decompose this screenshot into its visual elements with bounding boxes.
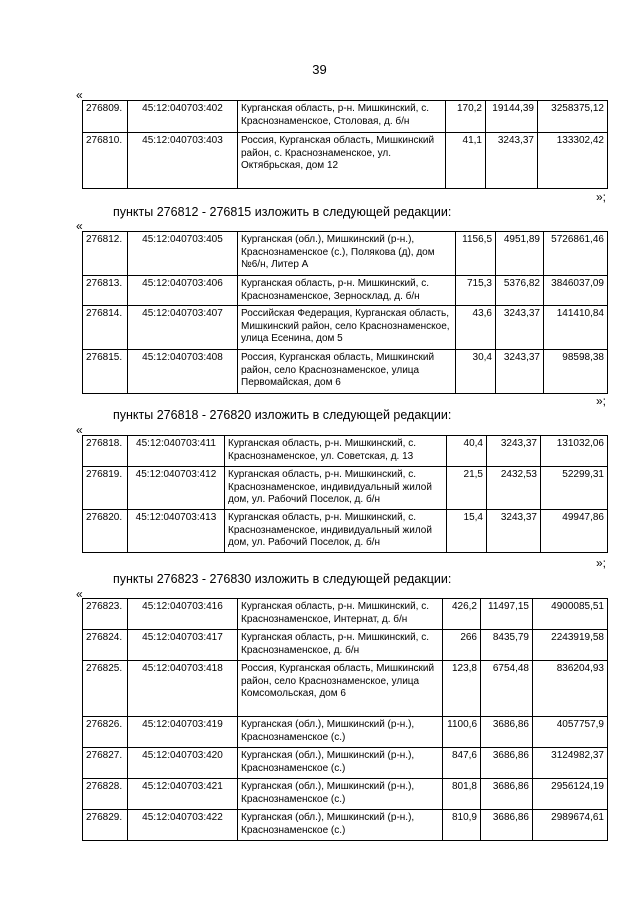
table-row xyxy=(83,661,608,717)
address: Курганская область, р-н. Мишкинский, с. Краснознаменское, индивидуальный жилой дом, ул. Рабочий Поселок, д. б/н xyxy=(225,467,447,510)
property-table-2 xyxy=(82,231,608,394)
cadastral-number: 45:12:040703:412 xyxy=(128,467,225,510)
cadastral-value: 3846037,09 xyxy=(544,276,608,306)
area: 41,1 xyxy=(446,133,486,189)
quote-close: »; xyxy=(596,190,607,204)
unit-price: 4951,89 xyxy=(496,232,544,276)
cadastral-value: 131032,06 xyxy=(541,436,608,467)
address: Российская Федерация, Курганская область, Мишкинский район, село Краснознаменское, улица Есенина, дом 5 xyxy=(238,306,456,350)
unit-price: 3686,86 xyxy=(481,748,533,779)
unit-price: 3686,86 xyxy=(481,810,533,841)
cadastral-value: 49947,86 xyxy=(541,510,608,553)
unit-price: 3686,86 xyxy=(481,779,533,810)
cadastral-value: 98598,38 xyxy=(544,350,608,394)
unit-price: 3243,37 xyxy=(496,350,544,394)
section-heading: пункты 276823 - 276830 изложить в следующей редакции: xyxy=(113,572,452,586)
address: Курганская область, р-н. Мишкинский, с. Краснознаменское, Столовая, д. б/н xyxy=(238,101,446,133)
row-id: 276829. xyxy=(83,810,128,841)
quote-open: « xyxy=(76,587,83,601)
row-id: 276818. xyxy=(83,436,128,467)
row-id: 276823. xyxy=(83,599,128,630)
cadastral-number: 45:12:040703:407 xyxy=(128,306,238,350)
cadastral-number: 45:12:040703:403 xyxy=(128,133,238,189)
address: Курганская (обл.), Мишкинский (р-н.), Краснознаменское (с.) xyxy=(238,748,443,779)
table-row xyxy=(83,717,608,748)
address: Курганская область, р-н. Мишкинский, с. Краснознаменское, ул. Советская, д. 13 xyxy=(225,436,447,467)
cadastral-number: 45:12:040703:402 xyxy=(128,101,238,133)
table-row xyxy=(83,276,608,306)
cadastral-value: 2956124,19 xyxy=(533,779,608,810)
row-id: 276827. xyxy=(83,748,128,779)
table-row xyxy=(83,510,608,553)
section-heading: пункты 276818 - 276820 изложить в следующей редакции: xyxy=(113,408,452,422)
cadastral-value: 4057757,9 xyxy=(533,717,608,748)
address: Курганская (обл.), Мишкинский (р-н.), Краснознаменское (с.) xyxy=(238,810,443,841)
row-id: 276814. xyxy=(83,306,128,350)
row-id: 276828. xyxy=(83,779,128,810)
table-row xyxy=(83,232,608,276)
table-row xyxy=(83,810,608,841)
cadastral-value: 3124982,37 xyxy=(533,748,608,779)
cadastral-value: 2243919,58 xyxy=(533,630,608,661)
area: 43,6 xyxy=(456,306,496,350)
cadastral-value: 836204,93 xyxy=(533,661,608,717)
unit-price: 6754,48 xyxy=(481,661,533,717)
unit-price: 3243,37 xyxy=(486,133,538,189)
row-id: 276825. xyxy=(83,661,128,717)
quote-open: « xyxy=(76,219,83,233)
cadastral-value: 5726861,46 xyxy=(544,232,608,276)
table-row xyxy=(83,599,608,630)
address: Россия, Курганская область, Мишкинский район, с. Краснознаменское, ул. Октябрьская, дом 12 xyxy=(238,133,446,189)
quote-open: « xyxy=(76,88,83,102)
section-heading: пункты 276812 - 276815 изложить в следующей редакции: xyxy=(113,205,452,219)
cadastral-value: 52299,31 xyxy=(541,467,608,510)
address: Россия, Курганская область, Мишкинский район, село Краснознаменское, улица Первомайская, дом 6 xyxy=(238,350,456,394)
area: 810,9 xyxy=(443,810,481,841)
address: Курганская область, р-н. Мишкинский, с. Краснознаменское, д. б/н xyxy=(238,630,443,661)
cadastral-number: 45:12:040703:420 xyxy=(128,748,238,779)
area: 1100,6 xyxy=(443,717,481,748)
cadastral-number: 45:12:040703:405 xyxy=(128,232,238,276)
unit-price: 19144,39 xyxy=(486,101,538,133)
address: Курганская (обл.), Мишкинский (р-н.), Краснознаменское (с.), Полякова (д), дом №6/н, Литер А xyxy=(238,232,456,276)
row-id: 276813. xyxy=(83,276,128,306)
cadastral-value: 4900085,51 xyxy=(533,599,608,630)
quote-close: »; xyxy=(596,394,607,408)
cadastral-number: 45:12:040703:406 xyxy=(128,276,238,306)
row-id: 276810. xyxy=(83,133,128,189)
cadastral-number: 45:12:040703:417 xyxy=(128,630,238,661)
cadastral-number: 45:12:040703:421 xyxy=(128,779,238,810)
cadastral-value: 133302,42 xyxy=(538,133,608,189)
cadastral-number: 45:12:040703:411 xyxy=(128,436,225,467)
area: 801,8 xyxy=(443,779,481,810)
page-number: 39 xyxy=(312,62,327,77)
table-row xyxy=(83,436,608,467)
table-row xyxy=(83,133,608,189)
area: 715,3 xyxy=(456,276,496,306)
table-row xyxy=(83,779,608,810)
unit-price: 3686,86 xyxy=(481,717,533,748)
table-row xyxy=(83,630,608,661)
cadastral-value: 3258375,12 xyxy=(538,101,608,133)
cadastral-number: 45:12:040703:408 xyxy=(128,350,238,394)
address: Курганская (обл.), Мишкинский (р-н.), Краснознаменское (с.) xyxy=(238,779,443,810)
cadastral-number: 45:12:040703:422 xyxy=(128,810,238,841)
quote-open: « xyxy=(76,423,83,437)
area: 123,8 xyxy=(443,661,481,717)
cadastral-value: 2989674,61 xyxy=(533,810,608,841)
row-id: 276812. xyxy=(83,232,128,276)
unit-price: 3243,37 xyxy=(496,306,544,350)
address: Курганская область, р-н. Мишкинский, с. Краснознаменское, Интернат, д. б/н xyxy=(238,599,443,630)
cadastral-number: 45:12:040703:418 xyxy=(128,661,238,717)
property-table-1 xyxy=(82,100,608,189)
row-id: 276826. xyxy=(83,717,128,748)
area: 40,4 xyxy=(447,436,487,467)
area: 170,2 xyxy=(446,101,486,133)
unit-price: 8435,79 xyxy=(481,630,533,661)
address: Россия, Курганская область, Мишкинский район, село Краснознаменское, улица Комсомольская, дом 6 xyxy=(238,661,443,717)
quote-close: »; xyxy=(596,556,607,570)
table-row xyxy=(83,101,608,133)
cadastral-number: 45:12:040703:419 xyxy=(128,717,238,748)
address: Курганская область, р-н. Мишкинский, с. Краснознаменское, Зерносклад, д. б/н xyxy=(238,276,456,306)
area: 21,5 xyxy=(447,467,487,510)
area: 266 xyxy=(443,630,481,661)
row-id: 276809. xyxy=(83,101,128,133)
cadastral-number: 45:12:040703:413 xyxy=(128,510,225,553)
row-id: 276824. xyxy=(83,630,128,661)
area: 15,4 xyxy=(447,510,487,553)
cadastral-number: 45:12:040703:416 xyxy=(128,599,238,630)
row-id: 276820. xyxy=(83,510,128,553)
property-table-4 xyxy=(82,598,608,841)
property-table-3 xyxy=(82,435,608,553)
area: 426,2 xyxy=(443,599,481,630)
table-row xyxy=(83,748,608,779)
row-id: 276819. xyxy=(83,467,128,510)
table-row xyxy=(83,467,608,510)
address: Курганская (обл.), Мишкинский (р-н.), Краснознаменское (с.) xyxy=(238,717,443,748)
table-row xyxy=(83,350,608,394)
unit-price: 3243,37 xyxy=(487,436,541,467)
table-row xyxy=(83,306,608,350)
unit-price: 3243,37 xyxy=(487,510,541,553)
cadastral-value: 141410,84 xyxy=(544,306,608,350)
area: 30,4 xyxy=(456,350,496,394)
area: 1156,5 xyxy=(456,232,496,276)
unit-price: 11497,15 xyxy=(481,599,533,630)
unit-price: 2432,53 xyxy=(487,467,541,510)
area: 847,6 xyxy=(443,748,481,779)
unit-price: 5376,82 xyxy=(496,276,544,306)
address: Курганская область, р-н. Мишкинский, с. Краснознаменское, индивидуальный жилой дом, ул. Рабочий Поселок, д. б/н xyxy=(225,510,447,553)
row-id: 276815. xyxy=(83,350,128,394)
